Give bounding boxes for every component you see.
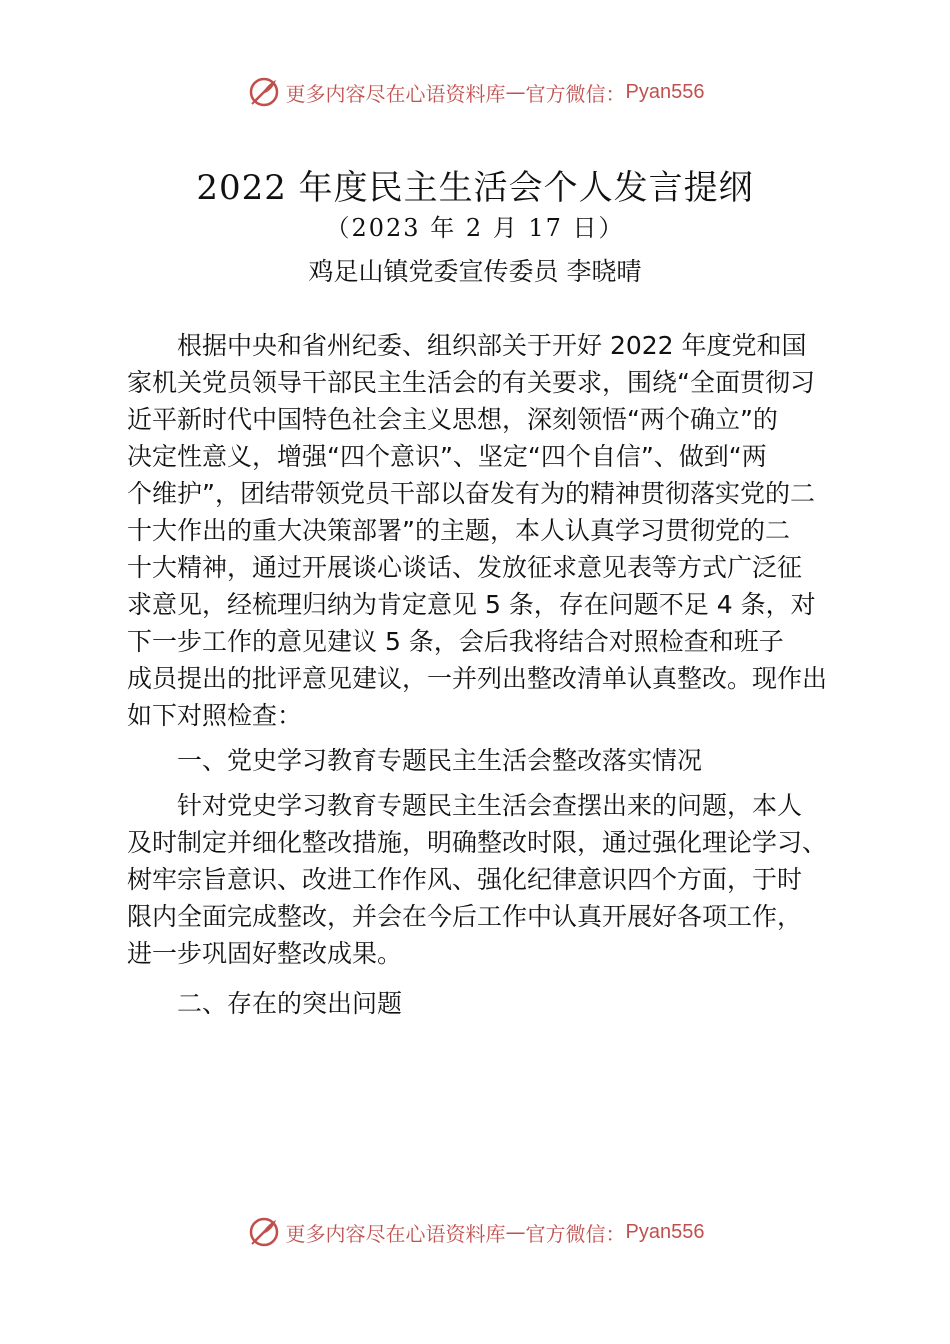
paragraph-line: 针对党史学习教育专题民主生活会查摆出来的问题，本人 (177, 791, 803, 820)
paragraph-line: 求意见，经梳理归纳为肯定意见 5 条，存在问题不足 4 条，对 (127, 590, 816, 619)
paragraph-line: 个维护”，团结带领党员干部以奋发有为的精神贯彻落实党的二 (127, 479, 815, 508)
paragraph-line: 进一步巩固好整改成果。 (127, 939, 403, 968)
paragraph-line: 根据中央和省州纪委、组织部关于开好 2022 年度党和国 (177, 331, 807, 360)
quill-logo-icon (246, 1214, 282, 1250)
paragraph-line: 家机关党员领导干部民主生活会的有关要求，围绕“全面贯彻习 (127, 368, 815, 397)
watermark-dash: — (505, 1220, 526, 1244)
section-heading-2: 二、存在的突出问题 (177, 989, 403, 1018)
watermark-wechat-label: 官方微信： (525, 1221, 626, 1246)
paragraph-line: 限内全面完成整改，并会在今后工作中认真开展好各项工作， (127, 902, 803, 931)
watermark-dash: — (505, 80, 526, 104)
watermark-wechat-id: Pyan556 (625, 1220, 705, 1243)
watermark-text: 更多内容尽在心语资料库 (285, 81, 506, 106)
document-title: 2022 年度民主生活会个人发言提纲 (196, 168, 754, 208)
quill-logo-icon (246, 74, 282, 110)
paragraph-line: 十大作出的重大决策部署”的主题，本人认真学习贯彻党的二 (127, 516, 790, 545)
paragraph-line: 及时制定并细化整改措施，明确整改时限，通过强化理论学习、 (127, 828, 828, 857)
paragraph-line: 近平新时代中国特色社会主义思想，深刻领悟“两个确立”的 (127, 405, 778, 434)
paragraph-line: 十大精神，通过开展谈心谈话、发放征求意见表等方式广泛征 (127, 553, 803, 582)
watermark-footer (0, 1212, 950, 1252)
watermark-header (0, 72, 950, 112)
section-heading-1: 一、党史学习教育专题民主生活会整改落实情况 (177, 746, 703, 775)
document-body (127, 327, 828, 1022)
document-date: （2023 年 2 月 17 日） (325, 214, 625, 242)
watermark-wechat-label: 官方微信： (525, 81, 626, 106)
document-author: 鸡足山镇党委宣传委员 李晓晴 (308, 257, 642, 286)
paragraph-line: 如下对照检查： (127, 701, 303, 730)
paragraph-line: 下一步工作的意见建议 5 条，会后我将结合对照检查和班子 (127, 627, 784, 656)
watermark-wechat-id: Pyan556 (625, 80, 705, 103)
paragraph-line: 决定性意义，增强“四个意识”、坚定“四个自信”、做到“两 (127, 442, 767, 471)
paragraph-line: 树牢宗旨意识、改进工作作风、强化纪律意识四个方面，于时 (127, 865, 803, 894)
watermark-text: 更多内容尽在心语资料库 (285, 1221, 506, 1246)
paragraph-line: 成员提出的批评意见建议，一并列出整改清单认真整改。现作出 (127, 664, 828, 693)
